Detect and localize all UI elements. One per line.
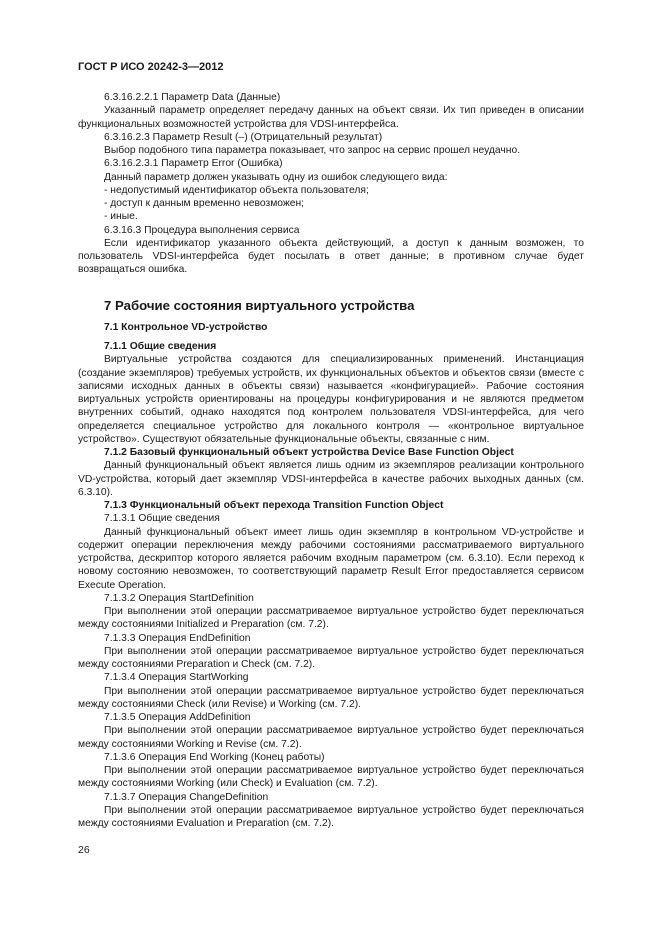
- subclause-heading: 6.3.16.3 Процедура выполнения сервиса: [104, 224, 300, 236]
- clause-heading: 7.1.1 Общие сведения: [104, 341, 217, 352]
- paragraph: Выбор подобного типа параметра показывает, что запрос на сервис прошел неудачно.: [104, 145, 521, 156]
- paragraph: При выполнении этой операции рассматриваемое виртуальное устройство будет переключаться между состояниями Check (или Revise) и Working (см. 7.2).: [78, 685, 584, 710]
- clause-heading: 7.1.3 Функциональный объект перехода Transition Function Object: [104, 500, 444, 511]
- paragraph: Указанный параметр определяет передачу данных на объект связи. Их тип приведен в описании функциональных возможностей устройства для VDSI-интерфейса.: [78, 105, 584, 130]
- list-item: - доступ к данным временно невозможен;: [104, 198, 305, 209]
- subclause-heading: 7.1.3.1 Общие сведения: [104, 513, 220, 525]
- paragraph: При выполнении этой операции рассматриваемое виртуальное устройство будет переключаться между состояниями Working и Revise (см. 7.2).: [78, 725, 584, 750]
- subclause-heading: 7.1.3.6 Операция End Working (Конец работы): [104, 751, 325, 763]
- paragraph: При выполнении этой операции рассматриваемое виртуальное устройство будет переключаться между состояниями Evaluation и Preparation (см. 7.2).: [78, 804, 584, 829]
- subclause-heading: 6.3.16.2.3 Параметр Result (–) (Отрицательный результат): [104, 131, 383, 143]
- subclause-heading: 7.1.3.7 Операция ChangeDefinition: [104, 791, 269, 803]
- subclause-heading: 7.1.3.5 Операция AddDefinition: [104, 712, 251, 723]
- document-header: ГОСТ Р ИСО 20242-3—2012: [78, 61, 224, 73]
- paragraph: Если идентификатор указанного объекта действующий, а доступ к данным возможен, то пользователь VDSI-интерфейса будет посылать в ответ данные; в противном случае будет возвращаться ошибка.: [78, 237, 584, 276]
- paragraph: При выполнении этой операции рассматриваемое виртуальное устройство будет переключаться между состояниями Preparation и Check (см. 7.2).: [78, 645, 584, 670]
- document-body: [78, 91, 584, 830]
- paragraph: Виртуальные устройства создаются для специализированных применений. Инстанциация (создание экземпляров) требуемых устройств, их функциональных объектов и объектов связи (вместе с записями исходных данных в объекты связи) называется «конфигурацией». Рабочие состояния виртуальных устройств ориентированы на процедуры конфигурирования и не являются предметом внутренних событий, однако находятся под контролем пользователя VDSI-интерфейса, для чего определяется специальное устройство для локального контроля — «контрольное виртуальное устройство». Существуют обязательные функциональные объекты, связанные с ним.: [78, 354, 584, 445]
- list-item: - недопустимый идентификатор объекта пользователя;: [104, 184, 369, 196]
- clause-heading: 7.1 Контрольное VD-устройство: [104, 321, 268, 333]
- paragraph: Данный функциональный объект имеет лишь один экземпляр в контрольном VD-устройстве и содержит операции переключения между рабочими состояниями рассматриваемого виртуального устройства, дескриптор которого является рабочим входным параметром (см. 6.3.10). Если переход к новому состоянию невозможен, то соответствующий параметр Result Error предоставляется сервисом Execute Operation.: [78, 526, 584, 591]
- paragraph: Данный параметр должен указывать одну из ошибок следующего вида:: [104, 171, 448, 183]
- paragraph: Данный функциональный объект является лишь одним из экземпляров реализации контрольного VD-устройства, который дает экземпляр VDSI-интерфейса в качестве рабочих выходных данных (см. 6.3.10).: [78, 460, 584, 498]
- section-heading: 7 Рабочие состояния виртуального устройства: [104, 297, 415, 313]
- page-number: 26: [78, 844, 90, 856]
- subclause-heading: 6.3.16.2.3.1 Параметр Error (Ошибка): [104, 158, 283, 170]
- subclause-heading: 7.1.3.2 Операция StartDefinition: [104, 592, 254, 604]
- paragraph: При выполнении этой операции рассматриваемое виртуальное устройство будет переключаться между состояниями Initialized и Preparation (см. 7.2).: [78, 606, 584, 631]
- subclause-heading: 7.1.3.3 Операция EndDefinition: [104, 632, 251, 644]
- subclause-heading: 7.1.3.4 Операция StartWorking: [104, 672, 249, 684]
- list-item: - иные.: [104, 211, 138, 223]
- subclause-heading: 6.3.16.2.2.1 Параметр Data (Данные): [104, 92, 281, 103]
- paragraph: При выполнении этой операции рассматриваемое виртуальное устройство будет переключаться между состояниями Working (или Check) и Evaluation (см. 7.2).: [78, 765, 584, 790]
- clause-heading: 7.1.2 Базовый функциональный объект устройства Device Base Function Object: [104, 447, 514, 458]
